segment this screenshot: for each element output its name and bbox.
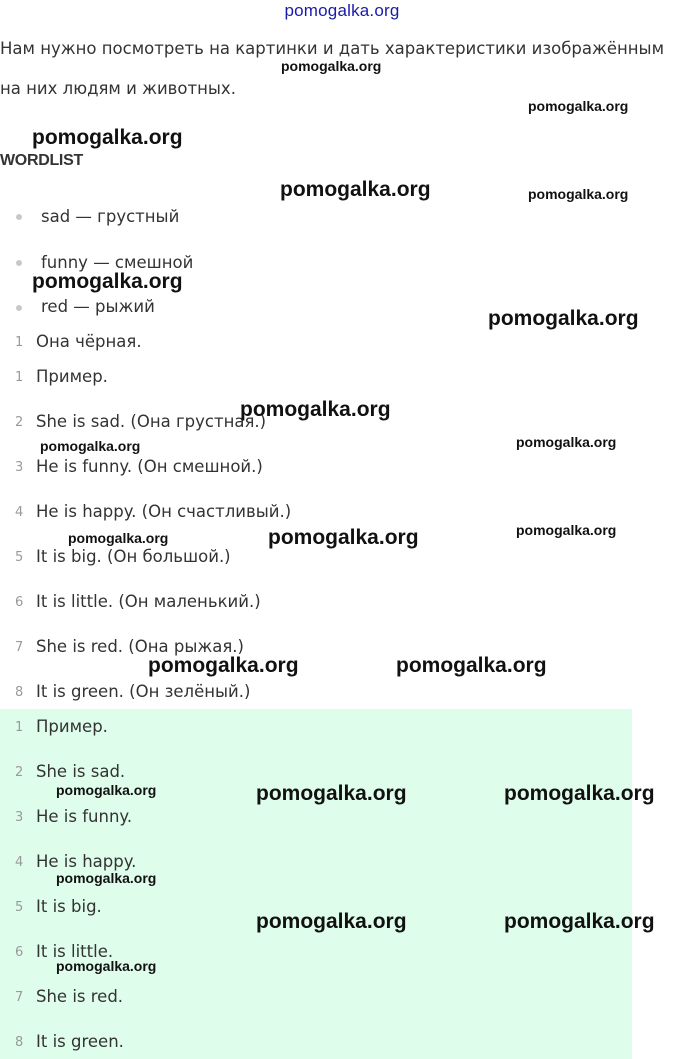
watermark: pomogalka.org — [32, 126, 183, 149]
answer-number: 2 — [15, 765, 24, 780]
answer-line: He is funny. — [36, 807, 133, 826]
task-line: He is happy. (Он счастливый.) — [36, 502, 292, 521]
wordlist-title: WORDLIST — [0, 152, 83, 169]
wordlist-item: sad — грустный — [41, 207, 180, 226]
answer-line: She is sad. — [36, 762, 126, 781]
watermark: pomogalka.org — [488, 307, 639, 330]
line-number: 1 — [15, 370, 24, 385]
wordlist-item: red — рыжий — [41, 297, 155, 316]
bullet-icon — [16, 305, 22, 311]
watermark: pomogalka.org — [280, 178, 431, 201]
task-line: He is funny. (Он смешной.) — [36, 457, 263, 476]
line-number: 4 — [15, 505, 24, 520]
watermark: pomogalka.org — [268, 526, 419, 549]
watermark: pomogalka.org — [148, 654, 299, 677]
bullet-icon — [16, 214, 22, 220]
answer-line: It is big. — [36, 897, 102, 916]
line-number: 3 — [15, 460, 24, 475]
answer-number: 5 — [15, 900, 24, 915]
answer-number: 8 — [15, 1035, 24, 1050]
line-number: 5 — [15, 550, 24, 565]
watermark: pomogalka.org — [40, 438, 141, 454]
line-number: 7 — [15, 640, 24, 655]
watermark: pomogalka.org — [68, 530, 169, 546]
watermark: pomogalka.org — [528, 98, 629, 114]
line-number: 6 — [15, 595, 24, 610]
watermark: pomogalka.org — [504, 910, 655, 933]
watermark: pomogalka.org — [516, 434, 617, 450]
answer-number: 4 — [15, 855, 24, 870]
watermark: pomogalka.org — [32, 270, 183, 293]
intro-text: Нам нужно посмотреть на картинки и дать характеристики изображённым на них людям и животных. — [0, 39, 665, 98]
watermark: pomogalka.org — [516, 522, 617, 538]
task-line: She is red. (Она рыжая.) — [36, 637, 244, 656]
watermark: pomogalka.org — [240, 398, 391, 421]
task-line: It is big. (Он большой.) — [36, 547, 231, 566]
task-line: Пример. — [36, 367, 108, 386]
bullet-icon — [16, 260, 22, 266]
watermark: pomogalka.org — [504, 782, 655, 805]
answer-number: 6 — [15, 945, 24, 960]
line-number: 8 — [15, 685, 24, 700]
answer-number: 1 — [15, 720, 24, 735]
watermark: pomogalka.org — [56, 870, 157, 886]
task-line: Она чёрная. — [36, 332, 142, 351]
answer-line: It is little. — [36, 942, 114, 961]
answer-line: It is green. — [36, 1032, 124, 1051]
answer-line: She is red. — [36, 987, 124, 1006]
line-number: 2 — [15, 415, 24, 430]
watermark: pomogalka.org — [528, 186, 629, 202]
watermark: pomogalka.org — [256, 782, 407, 805]
watermark: pomogalka.org — [256, 910, 407, 933]
task-line: It is green. (Он зелёный.) — [36, 682, 251, 701]
line-number: 1 — [15, 335, 24, 350]
wordlist-item: funny — смешной — [41, 253, 194, 272]
watermark: pomogalka.org — [56, 958, 157, 974]
watermark: pomogalka.org — [396, 654, 547, 677]
answer-line: He is happy. — [36, 852, 137, 871]
watermark: pomogalka.org — [281, 58, 382, 74]
answer-line: Пример. — [36, 717, 108, 736]
task-line: It is little. (Он маленький.) — [36, 592, 261, 611]
answer-number: 7 — [15, 990, 24, 1005]
task-line: She is sad. (Она грустная.) — [36, 412, 267, 431]
site-link[interactable]: pomogalka.org — [284, 1, 400, 20]
answer-number: 3 — [15, 810, 24, 825]
watermark: pomogalka.org — [56, 782, 157, 798]
